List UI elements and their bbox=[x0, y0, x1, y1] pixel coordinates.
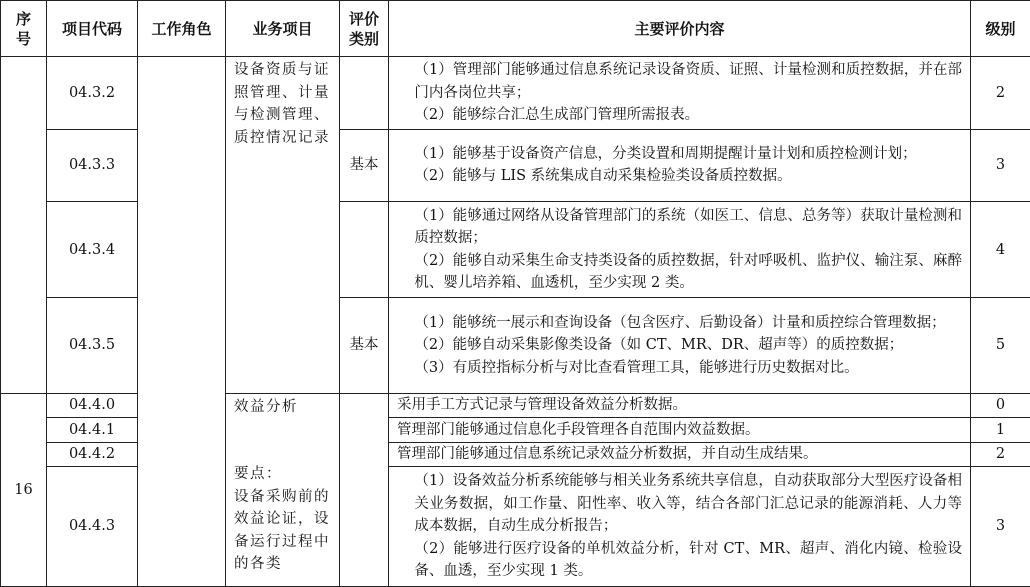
header-code: 项目代码 bbox=[47, 1, 138, 57]
business-cell-qualification: 设备资质与证照管理、计量与检测管理、质控情况记录 bbox=[226, 57, 340, 394]
level-cell: 3 bbox=[971, 467, 1030, 587]
content-cell: （1）设备效益分析系统能够与相关业务系统共享信息，自动获取部分大型医疗设备相关业务数据，如工作量、阳性率、收入等，结合各部门汇总记录的能源消耗、人力等成本数据，自动生成分析报告； （2）能够进行医疗设备的单机效益分析，针对 CT、MR、超声、消化内镜、检验设备、血透，至少实现 1 类。 bbox=[389, 467, 971, 587]
code-cell: 04.3.3 bbox=[47, 129, 138, 202]
level-cell: 2 bbox=[971, 442, 1030, 467]
content-cell: （1）能够统一展示和查询设备（包含医疗、后勤设备）计量和质控综合管理数据； （2）能够自动采集影像类设备（如 CT、MR、DR、超声等）的质控数据； （3）有质控指标分析与对比查看管理工具，能够进行历史数据对比。 bbox=[389, 298, 971, 393]
code-cell: 04.3.5 bbox=[47, 298, 138, 393]
business-benefit-title: 效益分析 bbox=[234, 398, 298, 415]
content-cell: 管理部门能够通过信息化手段管理各自范围内效益数据。 bbox=[389, 418, 971, 443]
business-benefit-points-label: 要点： bbox=[234, 466, 282, 483]
category-cell-empty bbox=[340, 57, 389, 130]
category-cell-basic: 基本 bbox=[340, 129, 389, 202]
level-cell: 0 bbox=[971, 393, 1030, 418]
seq-cell: 16 bbox=[1, 393, 47, 586]
seq-cell-empty bbox=[1, 57, 47, 394]
code-cell: 04.4.0 bbox=[47, 393, 138, 418]
header-category: 评价 类别 bbox=[340, 1, 389, 57]
code-cell: 04.4.2 bbox=[47, 442, 138, 467]
content-cell: （1）管理部门能够通过信息系统记录设备资质、证照、计量检测和质控数据，并在部门内各岗位共享； （2）能够综合汇总生成部门管理所需报表。 bbox=[389, 57, 971, 130]
level-cell: 1 bbox=[971, 418, 1030, 443]
category-cell-basic: 基本 bbox=[340, 298, 389, 393]
header-row bbox=[1, 1, 1030, 57]
content-cell: （1）能够通过网络从设备管理部门的系统（如医工、信息、总务等）获取计量检测和质控数据； （2）能够自动采集生命支持类设备的质控数据，针对呼吸机、监护仪、输注泵、麻醉机、婴儿培养箱、血透机，至少实现 2 类。 bbox=[389, 202, 971, 298]
header-role: 工作角色 bbox=[138, 1, 226, 57]
header-seq: 序 号 bbox=[1, 1, 47, 57]
code-cell: 04.4.1 bbox=[47, 418, 138, 443]
content-cell: 管理部门能够通过信息系统记录效益分析数据，并自动生成结果。 bbox=[389, 442, 971, 467]
code-cell: 04.4.3 bbox=[47, 467, 138, 587]
business-benefit-gap bbox=[234, 418, 331, 463]
content-cell: （1）能够基于设备资产信息，分类设置和周期提醒计量计划和质控检测计划； （2）能够与 LIS 系统集成自动采集检验类设备质控数据。 bbox=[389, 129, 971, 202]
level-cell: 2 bbox=[971, 57, 1030, 130]
business-benefit-points: 设备采购前的效益论证，设备运行过程中的各类 bbox=[234, 488, 330, 573]
code-cell: 04.3.4 bbox=[47, 202, 138, 298]
table-row bbox=[1, 57, 1030, 130]
category-cell-empty bbox=[340, 393, 389, 586]
code-cell: 04.3.2 bbox=[47, 57, 138, 130]
role-cell bbox=[138, 57, 226, 587]
header-business: 业务项目 bbox=[226, 1, 340, 57]
content-cell: 采用手工方式记录与管理设备效益分析数据。 bbox=[389, 393, 971, 418]
category-cell-empty bbox=[340, 202, 389, 298]
header-content: 主要评价内容 bbox=[389, 1, 971, 57]
level-cell: 5 bbox=[971, 298, 1030, 393]
level-cell: 4 bbox=[971, 202, 1030, 298]
level-cell: 3 bbox=[971, 129, 1030, 202]
header-level: 级别 bbox=[971, 1, 1030, 57]
business-cell-benefit bbox=[226, 393, 340, 586]
